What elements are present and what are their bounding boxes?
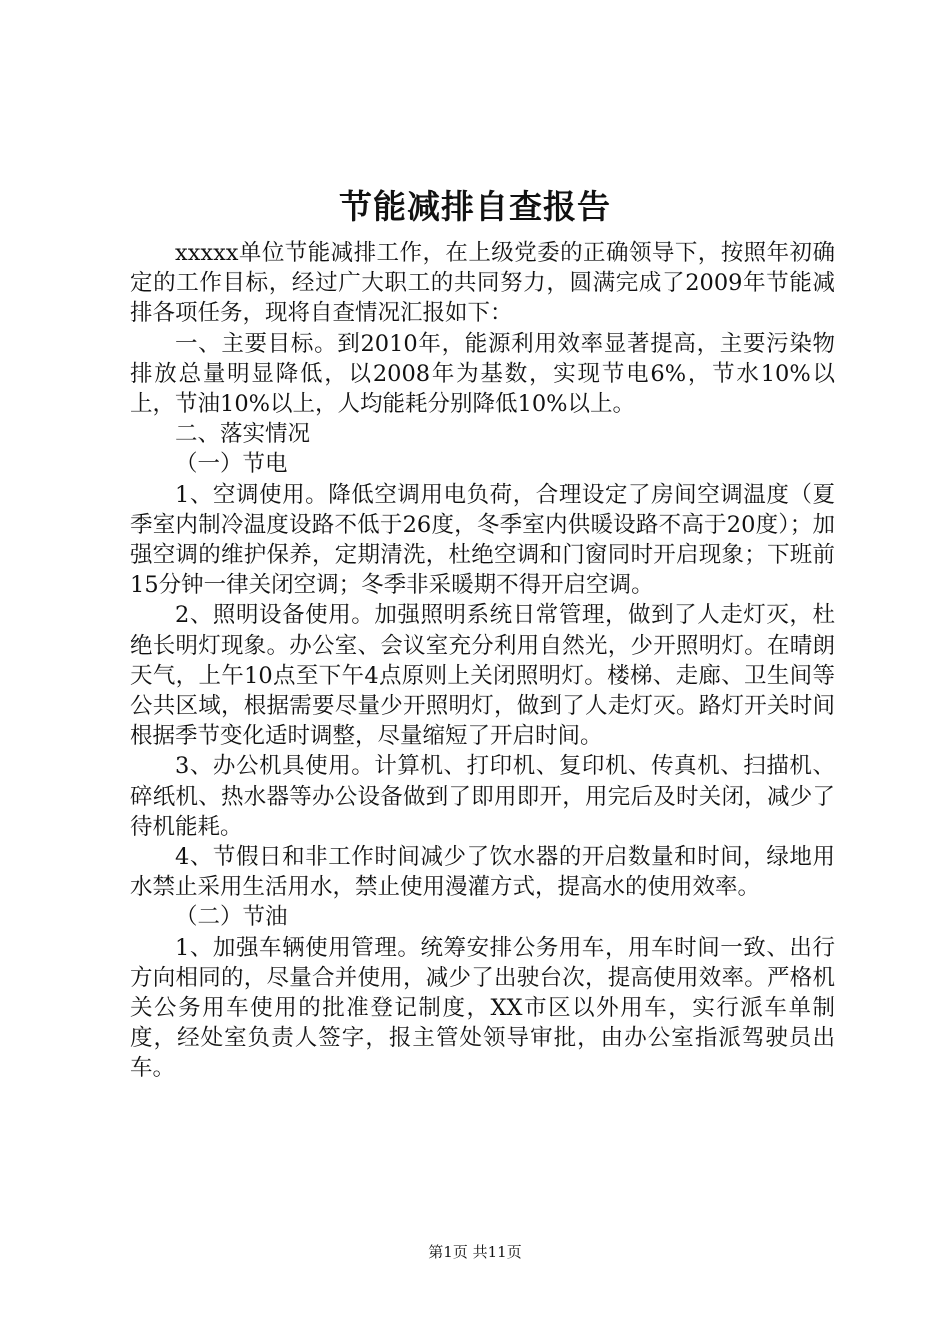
paragraph-air-conditioning: 1、空调使用。降低空调用电负荷，合理设定了房间空调温度（夏季室内制冷温度设路不低于26度，冬季室内供暖设路不高于20度）；加强空调的维护保养，定期清洗，杜绝空调和门窗同时开启现象；下班前15分钟一律关闭空调；冬季非采暖期不得开启空调。 bbox=[130, 481, 835, 599]
subsection-heading-electricity: （一）节电 bbox=[175, 451, 288, 478]
document-title: 节能减排自查报告 bbox=[339, 187, 611, 226]
subsection-heading-fuel: （二）节油 bbox=[175, 904, 288, 931]
intro-paragraph: xxxxx单位节能减排工作，在上级党委的正确领导下，按照年初确定的工作目标，经过广大职工的共同努力，圆满完成了2009年节能减排各项任务，现将自查情况汇报如下： bbox=[130, 240, 835, 327]
paragraph-vehicle-management: 1、加强车辆使用管理。统筹安排公务用车，用车时间一致、出行方向相同的，尽量合并使用，减少了出驶台次，提高使用效率。严格机关公务用车使用的批准登记制度，XX市区以外用车，实行派车单制度，经处室负责人签字，报主管处领导审批，由办公室指派驾驶员出车。 bbox=[130, 934, 835, 1082]
section-main-goals: 一、主要目标。到2010年，能源利用效率显著提高，主要污染物排放总量明显降低，以2008年为基数，实现节电6%，节水10%以上，节油10%以上，人均能耗分别降低10%以上。 bbox=[130, 330, 835, 418]
paragraph-lighting: 2、照明设备使用。加强照明系统日常管理，做到了人走灯灭，杜绝长明灯现象。办公室、会议室充分利用自然光，少开照明灯。在晴朗天气，上午10点至下午4点原则上关闭照明灯。楼梯、走廊、卫生间等公共区域，根据需要尽量少开照明灯，做到了人走灯灭。路灯开关时间根据季节变化适时调整，尽量缩短了开启时间。 bbox=[130, 602, 835, 750]
paragraph-water: 4、节假日和非工作时间减少了饮水器的开启数量和时间，绿地用水禁止采用生活用水，禁止使用漫灌方式，提高水的使用效率。 bbox=[130, 844, 835, 901]
page-footer: 第1页 共11页 bbox=[428, 1243, 522, 1261]
document-body bbox=[130, 238, 835, 1084]
paragraph-office-equipment: 3、办公机具使用。计算机、打印机、复印机、传真机、扫描机、碎纸机、热水器等办公设备做到了即用即开，用完后及时关闭，减少了待机能耗。 bbox=[130, 753, 835, 840]
section-heading-implementation: 二、落实情况 bbox=[175, 421, 311, 448]
